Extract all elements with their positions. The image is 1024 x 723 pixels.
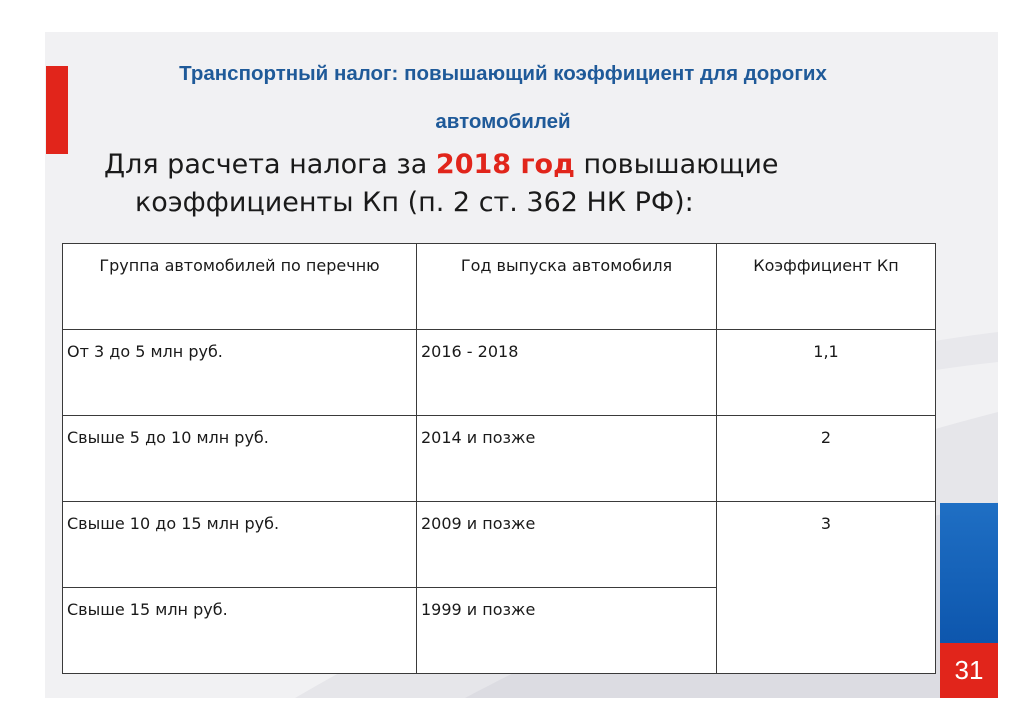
header-coefficient: Коэффициент Кп: [717, 244, 936, 330]
header-group: Группа автомобилей по перечню: [63, 244, 417, 330]
slide-subtitle: [104, 146, 824, 222]
cell-year: 2014 и позже: [417, 416, 717, 502]
page-number: 31: [954, 655, 984, 685]
cell-coefficient: 2: [717, 416, 936, 502]
cell-group: От 3 до 5 млн руб.: [63, 330, 417, 416]
cell-coefficient-merged: 3: [717, 502, 936, 674]
table-header-row: [63, 244, 936, 330]
cell-year: 2009 и позже: [417, 502, 717, 588]
cell-year: 1999 и позже: [417, 588, 717, 674]
table-row: [63, 502, 936, 588]
header-year: Год выпуска автомобиля: [417, 244, 717, 330]
table-row: [63, 330, 936, 416]
red-accent-bar: [46, 66, 68, 154]
cell-group: Свыше 10 до 15 млн руб.: [63, 502, 417, 588]
subtitle-part-1: Для расчета налога за: [104, 149, 436, 180]
slide-title: [100, 50, 906, 146]
subtitle-part-2: повышающие: [574, 149, 779, 180]
title-line-2: автомобилей: [435, 110, 571, 133]
subtitle-highlight-year: 2018 год: [435, 149, 575, 180]
table-row: [63, 416, 936, 502]
cell-group: Свыше 15 млн руб.: [63, 588, 417, 674]
title-line-1: Транспортный налог: повышающий коэффициент для дорогих: [179, 62, 827, 85]
coefficient-table: [62, 243, 936, 674]
subtitle-line-2: коэффициенты Кп (п. 2 ст. 362 НК РФ):: [135, 187, 694, 218]
cell-coefficient: 1,1: [717, 330, 936, 416]
blue-accent-block: [940, 503, 998, 643]
cell-group: Свыше 5 до 10 млн руб.: [63, 416, 417, 502]
cell-year: 2016 - 2018: [417, 330, 717, 416]
